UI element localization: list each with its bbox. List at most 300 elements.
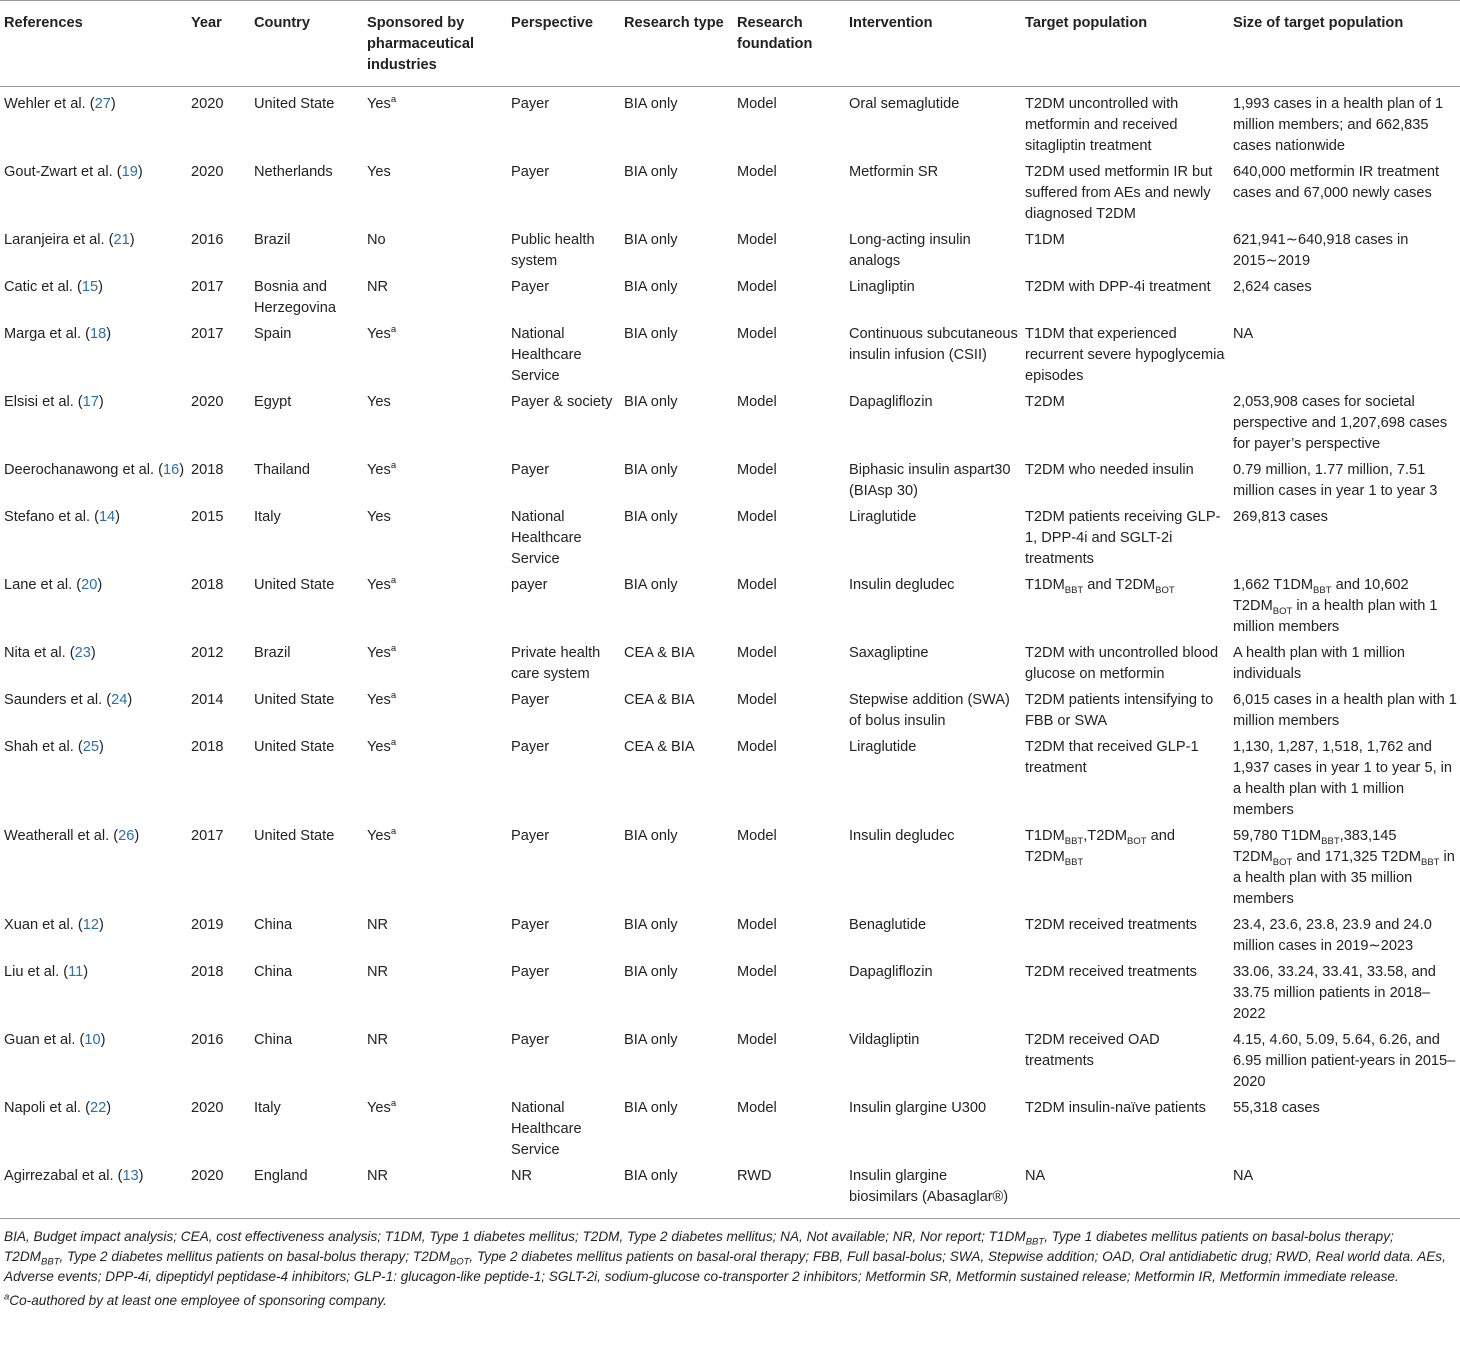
reference-link[interactable]: 19 — [121, 164, 138, 180]
target-population-cell: T2DM — [1025, 394, 1065, 410]
country-cell: Netherlands — [254, 164, 333, 180]
research-foundation-cell: Model — [737, 577, 777, 593]
col-country-header: Country — [250, 1, 363, 87]
size-of-target-population-cell: 23.4, 23.6, 23.8, 23.9 and 24.0 million cases in 2019∼2023 — [1233, 917, 1432, 954]
size-of-target-population-cell: A health plan with 1 million individuals — [1233, 645, 1405, 682]
research-foundation-cell: Model — [737, 462, 777, 478]
sponsored-footnote-mark: a — [390, 643, 397, 655]
target-population-cell — [1021, 822, 1229, 911]
target-population-cell: T2DM insulin-naïve patients — [1025, 1100, 1206, 1116]
perspective-cell: Payer — [511, 96, 550, 112]
reference-cell: Agirrezabal et al. (13) — [0, 1162, 187, 1219]
sponsored-cell — [363, 503, 507, 571]
target-population-subscript: BOT — [1127, 835, 1147, 847]
research-foundation-cell: Model — [737, 96, 777, 112]
sponsored-cell — [363, 911, 507, 958]
sponsored-text: No — [367, 232, 386, 248]
author-text: Agirrezabal et al. — [4, 1168, 114, 1184]
author-text: Deerochanawong et al. — [4, 462, 155, 478]
reference-cell: Marga et al. (18) — [4, 326, 112, 342]
year-cell: 2020 — [191, 164, 224, 180]
table-row — [0, 226, 1460, 273]
col-perspective-header: Perspective — [507, 1, 620, 87]
intervention-cell: Saxagliptine — [849, 645, 929, 661]
sponsored-footnote-mark: a — [390, 826, 397, 838]
reference-link[interactable]: 23 — [74, 645, 91, 661]
sponsored-text: Yes — [367, 326, 391, 342]
year-cell: 2020 — [191, 1100, 224, 1116]
sponsored-cell — [363, 273, 507, 320]
table-row — [0, 87, 1460, 159]
table-row — [0, 1094, 1460, 1162]
table-row — [0, 273, 1460, 320]
target-population-cell: NA — [1021, 1162, 1229, 1219]
author-text: Nita et al. — [4, 645, 66, 661]
sponsored-cell — [363, 388, 507, 456]
sponsored-text: Yes — [367, 692, 391, 708]
size-of-target-population-cell: 1,993 cases in a health plan of 1 million members; and 662,835 cases nationwide — [1233, 96, 1444, 154]
size-of-target-population-cell: 2,624 cases — [1233, 279, 1312, 295]
reference-link[interactable]: 18 — [89, 326, 107, 342]
sponsored-footnote-mark: a — [390, 324, 397, 336]
year-cell: 2019 — [191, 917, 224, 933]
size-of-target-population-cell — [1229, 822, 1460, 911]
reference-link[interactable]: 25 — [82, 739, 99, 755]
sponsored-text: NR — [367, 1032, 389, 1048]
country-cell: Brazil — [254, 645, 291, 661]
intervention-cell: Benaglutide — [849, 917, 927, 933]
research-type-cell: BIA only — [624, 164, 678, 180]
author-text: Stefano et al. — [4, 509, 91, 525]
research-foundation-cell: Model — [737, 692, 777, 708]
country-cell: United State — [254, 96, 335, 112]
sponsored-cell — [363, 1162, 507, 1219]
reference-link[interactable]: 12 — [82, 917, 99, 933]
sponsored-cell — [363, 571, 507, 639]
author-text: Guan et al. — [4, 1032, 76, 1048]
research-foundation-cell: RWD — [733, 1162, 845, 1219]
reference-cell: Shah et al. (25) — [4, 739, 104, 755]
footnote-a — [4, 1291, 1456, 1311]
sponsored-text: NR — [367, 964, 389, 980]
reference-cell: Lane et al. (20) — [4, 577, 103, 593]
sponsored-cell — [363, 320, 507, 388]
target-population-text: T1DM — [1025, 828, 1065, 844]
target-population-cell: T2DM used metformin IR but suffered from AEs and newly diagnosed T2DM — [1025, 164, 1213, 222]
size-of-target-population-text: and 171,325 T2DM — [1292, 849, 1421, 865]
col-research-foundation-header: Research foundation — [733, 1, 845, 87]
target-population-cell: T2DM received treatments — [1025, 917, 1197, 933]
research-type-cell: BIA only — [624, 394, 678, 410]
size-of-target-population-text: in a health plan with 1 million members — [1233, 598, 1438, 635]
country-cell: China — [254, 917, 293, 933]
target-population-cell — [1021, 571, 1229, 639]
size-of-target-population-cell — [1229, 571, 1460, 639]
table-row — [0, 388, 1460, 456]
perspective-cell: Payer — [511, 964, 550, 980]
target-population-cell: T2DM patients receiving GLP-1, DPP-4i and SGLT-2i treatments — [1025, 509, 1221, 567]
sponsored-text: Yes — [367, 509, 391, 525]
author-text: Saunders et al. — [4, 692, 103, 708]
intervention-cell: Insulin degludec — [849, 828, 955, 844]
reference-cell: Deerochanawong et al. (16) — [4, 462, 185, 478]
country-cell: Egypt — [254, 394, 292, 410]
research-type-cell: CEA & BIA — [624, 692, 695, 708]
size-of-target-population-cell: 4.15, 4.60, 5.09, 5.64, 6.26, and 6.95 million patient-years in 2015–2020 — [1233, 1032, 1456, 1090]
author-text: Shah et al. — [4, 739, 74, 755]
country-cell: United State — [254, 692, 335, 708]
size-of-target-population-subscript: BOT — [1272, 856, 1293, 868]
abbreviations-subscript: BOT — [449, 1256, 470, 1268]
size-of-target-population-cell: 621,941∼640,918 cases in 2015∼2019 — [1233, 232, 1409, 269]
target-population-subscript: BBT — [1064, 584, 1084, 596]
sponsored-footnote-mark: a — [390, 737, 397, 749]
country-cell: Italy — [254, 509, 281, 525]
footnote-a-text: Co-authored by at least one employee of sponsoring company. — [9, 1293, 387, 1308]
size-of-target-population-cell: 640,000 metformin IR treatment cases and 67,000 newly cases — [1233, 164, 1440, 201]
intervention-cell: Continuous subcutaneous insulin infusion (CSII) — [849, 326, 1018, 363]
research-foundation-cell: Model — [737, 164, 777, 180]
year-cell: 2012 — [191, 645, 224, 661]
research-foundation-cell: Model — [737, 917, 777, 933]
author-text: Wehler et al. — [4, 96, 86, 112]
reference-cell: Wehler et al. (27) — [4, 96, 116, 112]
research-foundation-cell: Model — [737, 509, 777, 525]
reference-link[interactable]: 20 — [81, 577, 98, 593]
reference-link[interactable]: 11 — [68, 964, 84, 980]
table-row — [0, 639, 1460, 686]
table-row — [0, 733, 1460, 822]
sponsored-text: Yes — [367, 164, 391, 180]
table-row — [0, 1162, 1460, 1219]
research-type-cell: BIA only — [624, 462, 678, 478]
country-cell: Brazil — [254, 232, 291, 248]
size-of-target-population-cell: 33.06, 33.24, 33.41, 33.58, and 33.75 million patients in 2018–2022 — [1233, 964, 1436, 1022]
country-cell: China — [254, 964, 293, 980]
year-cell: 2020 — [191, 96, 224, 112]
year-cell: 2017 — [191, 279, 224, 295]
target-population-text: and T2DM — [1083, 577, 1156, 593]
sponsored-text: Yes — [367, 577, 391, 593]
perspective-cell: Payer — [511, 739, 550, 755]
perspective-cell: National Healthcare Service — [511, 1100, 582, 1158]
abbreviations-text: , Type 2 diabetes mellitus patients on basal-bolus therapy; T2DM — [59, 1249, 450, 1264]
year-cell: 2020 — [187, 1162, 250, 1219]
target-population-text: ,T2DM — [1083, 828, 1127, 844]
size-of-target-population-cell: 55,318 cases — [1233, 1100, 1320, 1116]
sponsored-cell — [363, 822, 507, 911]
size-of-target-population-subscript: BBT — [1313, 584, 1332, 596]
size-of-target-population-subscript: BBT — [1321, 835, 1340, 847]
sponsored-text: Yes — [367, 828, 391, 844]
research-type-cell: BIA only — [624, 509, 678, 525]
reference-cell: Catic et al. (15) — [4, 279, 103, 295]
research-type-cell: BIA only — [624, 577, 678, 593]
year-cell: 2014 — [191, 692, 224, 708]
intervention-cell: Stepwise addition (SWA) of bolus insulin — [849, 692, 1010, 729]
col-target-population-header: Target population — [1021, 1, 1229, 87]
header-row — [0, 1, 1460, 87]
research-type-cell: BIA only — [624, 1100, 678, 1116]
reference-link[interactable]: 14 — [98, 509, 116, 525]
col-size-of-target-population-header: Size of target population — [1229, 1, 1460, 87]
country-cell: Italy — [254, 1100, 281, 1116]
research-type-cell: BIA only — [624, 96, 678, 112]
size-of-target-population-cell: NA — [1233, 326, 1254, 342]
author-text: Lane et al. — [4, 577, 73, 593]
sponsored-cell — [363, 1094, 507, 1162]
author-text: Marga et al. — [4, 326, 82, 342]
reference-link[interactable]: 27 — [94, 96, 111, 112]
research-type-cell: BIA only — [624, 279, 678, 295]
sponsored-text: Yes — [367, 96, 391, 112]
country-cell: Bosnia and Herzegovina — [254, 279, 336, 316]
target-population-cell: T2DM patients intensifying to FBB or SWA — [1025, 692, 1214, 729]
abbreviations-subscript: BBT — [1025, 1236, 1045, 1248]
research-type-cell: BIA only — [624, 917, 678, 933]
table-row — [0, 958, 1460, 1026]
research-foundation-cell: Model — [737, 828, 777, 844]
size-of-target-population-cell: 1,130, 1,287, 1,518, 1,762 and 1,937 cases in year 1 to year 5, in a health plan with 1 million members — [1233, 739, 1453, 818]
country-cell: Spain — [254, 326, 292, 342]
target-population-cell: T2DM with DPP-4i treatment — [1025, 279, 1211, 295]
intervention-cell: Biphasic insulin aspart30 (BIAsp 30) — [849, 462, 1011, 499]
size-of-target-population-cell: 269,813 cases — [1233, 509, 1328, 525]
intervention-cell: Insulin degludec — [849, 577, 955, 593]
table-row — [0, 686, 1460, 733]
research-type-cell: CEA & BIA — [624, 645, 695, 661]
table-body — [0, 87, 1460, 1219]
perspective-cell: Payer — [511, 164, 550, 180]
year-cell: 2017 — [191, 326, 224, 342]
author-text: Weatherall et al. — [4, 828, 110, 844]
perspective-cell: NR — [507, 1162, 620, 1219]
target-population-cell: T1DM that experienced recurrent severe hypoglycemia episodes — [1025, 326, 1225, 384]
target-population-cell: T2DM with uncontrolled blood glucose on metformin — [1025, 645, 1219, 682]
sponsored-cell — [363, 958, 507, 1026]
research-foundation-cell: Model — [737, 645, 777, 661]
col-references-header: References — [0, 1, 187, 87]
reference-cell: Laranjeira et al. (21) — [4, 232, 135, 248]
research-foundation-cell: Model — [737, 1100, 777, 1116]
intervention-cell: Long-acting insulin analogs — [849, 232, 971, 269]
research-foundation-cell: Model — [737, 279, 777, 295]
reference-cell: Gout-Zwart et al. (19) — [4, 164, 143, 180]
research-type-cell: BIA only — [624, 232, 678, 248]
reference-cell: Nita et al. (23) — [4, 645, 96, 661]
reference-cell: Stefano et al. (14) — [4, 509, 121, 525]
reference-link[interactable]: 26 — [118, 828, 135, 844]
research-type-cell: BIA only — [620, 1162, 733, 1219]
author-text: Xuan et al. — [4, 917, 74, 933]
reference-cell: Elsisi et al. (17) — [4, 394, 104, 410]
research-foundation-cell: Model — [737, 394, 777, 410]
intervention-cell: Insulin glargine U300 — [849, 1100, 987, 1116]
perspective-cell: payer — [511, 577, 548, 593]
country-cell: United State — [254, 739, 335, 755]
perspective-cell: Payer — [511, 462, 550, 478]
sponsored-text: Yes — [367, 645, 391, 661]
reference-link[interactable]: 17 — [82, 394, 99, 410]
perspective-cell: Payer — [511, 692, 550, 708]
research-foundation-cell: Model — [737, 739, 777, 755]
table-row — [0, 320, 1460, 388]
reference-link[interactable]: 13 — [122, 1168, 139, 1184]
year-cell: 2016 — [191, 232, 224, 248]
size-of-target-population-text: ,383,145 T2DM — [1233, 828, 1397, 865]
sponsored-footnote-mark: a — [390, 1098, 397, 1110]
country-cell: Thailand — [254, 462, 310, 478]
reference-cell: Saunders et al. (24) — [4, 692, 133, 708]
perspective-cell: Payer — [511, 279, 550, 295]
reference-cell: Guan et al. (10) — [4, 1032, 106, 1048]
reference-cell: Xuan et al. (12) — [4, 917, 104, 933]
research-foundation-cell: Model — [737, 326, 777, 342]
size-of-target-population-cell: 0.79 million, 1.77 million, 7.51 million cases in year 1 to year 3 — [1233, 462, 1438, 499]
table-row — [0, 1026, 1460, 1094]
reference-link[interactable]: 24 — [111, 692, 128, 708]
intervention-cell: Liraglutide — [849, 509, 917, 525]
intervention-cell: Dapagliflozin — [849, 964, 933, 980]
country-cell: United State — [254, 828, 335, 844]
col-intervention-header: Intervention — [845, 1, 1021, 87]
author-text: Catic et al. — [4, 279, 73, 295]
footnote-a-mark: a — [4, 1291, 10, 1303]
author-text: Gout-Zwart et al. — [4, 164, 113, 180]
research-foundation-cell: Model — [737, 232, 777, 248]
target-population-subscript: BBT — [1064, 835, 1084, 847]
perspective-cell: National Healthcare Service — [511, 326, 582, 384]
year-cell: 2018 — [191, 739, 224, 755]
year-cell: 2020 — [191, 394, 224, 410]
sponsored-cell — [363, 733, 507, 822]
table-row — [0, 911, 1460, 958]
col-sponsored-header: Sponsored by pharmaceutical industries — [363, 1, 507, 87]
target-population-text: T1DM — [1025, 577, 1065, 593]
intervention-cell: Vildagliptin — [849, 1032, 920, 1048]
author-text: Liu et al. — [4, 964, 60, 980]
sponsored-text: Yes — [367, 739, 391, 755]
perspective-cell: Payer — [511, 917, 550, 933]
table-row — [0, 571, 1460, 639]
research-type-cell: BIA only — [624, 1032, 678, 1048]
table-row — [0, 503, 1460, 571]
perspective-cell: Public health system — [511, 232, 595, 269]
country-cell: England — [250, 1162, 363, 1219]
target-population-text: and T2DM — [1025, 828, 1175, 865]
col-research-type-header: Research type — [620, 1, 733, 87]
abbreviations-note — [4, 1227, 1456, 1287]
perspective-cell: Payer — [511, 1032, 550, 1048]
table-row — [0, 822, 1460, 911]
target-population-cell: T2DM uncontrolled with metformin and received sitagliptin treatment — [1025, 96, 1179, 154]
perspective-cell: Payer & society — [511, 394, 613, 410]
size-of-target-population-text: in a health plan with 35 million members — [1233, 849, 1455, 907]
sponsored-cell — [363, 1026, 507, 1094]
sponsored-cell — [363, 158, 507, 226]
col-year-header: Year — [187, 1, 250, 87]
perspective-cell: National Healthcare Service — [511, 509, 582, 567]
table-footnotes — [0, 1219, 1460, 1311]
author-text: Napoli et al. — [4, 1100, 82, 1116]
research-type-cell: BIA only — [624, 326, 678, 342]
size-of-target-population-cell: 6,015 cases in a health plan with 1 million members — [1233, 692, 1457, 729]
target-population-cell: T2DM received treatments — [1025, 964, 1197, 980]
year-cell: 2018 — [191, 964, 224, 980]
country-cell: China — [254, 1032, 293, 1048]
target-population-subscript: BBT — [1064, 856, 1084, 868]
research-type-cell: CEA & BIA — [624, 739, 695, 755]
sponsored-cell — [363, 226, 507, 273]
reference-cell: Liu et al. (11) — [4, 964, 89, 980]
perspective-cell: Payer — [511, 828, 550, 844]
sponsored-cell — [363, 456, 507, 503]
country-cell: United State — [254, 577, 335, 593]
sponsored-text: Yes — [367, 1100, 391, 1116]
year-cell: 2016 — [191, 1032, 224, 1048]
research-foundation-cell: Model — [737, 1032, 777, 1048]
year-cell: 2018 — [191, 462, 224, 478]
sponsored-cell — [363, 686, 507, 733]
intervention-cell: Insulin glargine biosimilars (Abasaglar®) — [845, 1162, 1021, 1219]
intervention-cell: Oral semaglutide — [849, 96, 960, 112]
year-cell: 2018 — [191, 577, 224, 593]
target-population-subscript: BOT — [1155, 584, 1175, 596]
abbreviations-text: , Type 2 diabetes mellitus patients on basal-oral therapy; FBB, Full basal-bolus; SWA, Stepwise addition; OAD, Oral antidiabetic drug; RWD, Real world data. AEs, Adverse events; DPP-4i, dipeptidyl peptidase-4 inhibitors; GLP-1: glucagon-like peptide-1; SGLT-2i, sodium-glucose co-transporter 2 inhibitors; Metformin SR, Metformin sustained release; Metformin IR, Metformin immediate release. — [4, 1249, 1446, 1284]
research-foundation-cell: Model — [737, 964, 777, 980]
sponsored-footnote-mark: a — [390, 575, 397, 587]
sponsored-text: Yes — [367, 394, 391, 410]
sponsored-cell — [363, 87, 507, 159]
reference-link[interactable]: 10 — [84, 1032, 101, 1048]
author-text: Laranjeira et al. — [4, 232, 105, 248]
sponsored-cell — [363, 639, 507, 686]
reference-link[interactable]: 15 — [81, 279, 99, 295]
intervention-cell: Linagliptin — [849, 279, 915, 295]
reference-cell: Napoli et al. (22) — [4, 1100, 112, 1116]
sponsored-footnote-mark: a — [390, 94, 397, 106]
sponsored-footnote-mark: a — [390, 690, 397, 702]
research-type-cell: BIA only — [624, 964, 678, 980]
size-of-target-population-cell: NA — [1229, 1162, 1460, 1219]
size-of-target-population-subscript: BBT — [1421, 856, 1440, 868]
reference-link[interactable]: 21 — [113, 232, 130, 248]
reference-link[interactable]: 16 — [163, 462, 180, 478]
intervention-cell: Dapagliflozin — [849, 394, 933, 410]
size-of-target-population-text: 59,780 T1DM — [1233, 828, 1322, 844]
target-population-cell: T2DM who needed insulin — [1025, 462, 1194, 478]
author-text: Elsisi et al. — [4, 394, 74, 410]
target-population-cell: T1DM — [1025, 232, 1065, 248]
sponsored-text: Yes — [367, 462, 391, 478]
intervention-cell: Metformin SR — [849, 164, 939, 180]
size-of-target-population-text: 1,662 T1DM — [1233, 577, 1314, 593]
abbreviations-subscript: BBT — [41, 1256, 60, 1268]
sponsored-footnote-mark: a — [390, 460, 397, 472]
size-of-target-population-subscript: BOT — [1272, 605, 1293, 617]
table-row — [0, 158, 1460, 226]
sponsored-text: NR — [367, 1168, 389, 1184]
table-row — [0, 456, 1460, 503]
abbreviations-text: , Type 1 diabetes mellitus patients on basal-bolus therapy; T2DM — [4, 1229, 1394, 1264]
sponsored-text: NR — [367, 917, 389, 933]
size-of-target-population-text: and 10,602 T2DM — [1233, 577, 1409, 614]
reference-link[interactable]: 22 — [90, 1100, 107, 1116]
intervention-cell: Liraglutide — [849, 739, 917, 755]
size-of-target-population-cell: 2,053,908 cases for societal perspective and 1,207,698 cases for payer’s perspective — [1233, 394, 1448, 452]
year-cell: 2015 — [191, 509, 224, 525]
sponsored-text: NR — [367, 279, 389, 295]
